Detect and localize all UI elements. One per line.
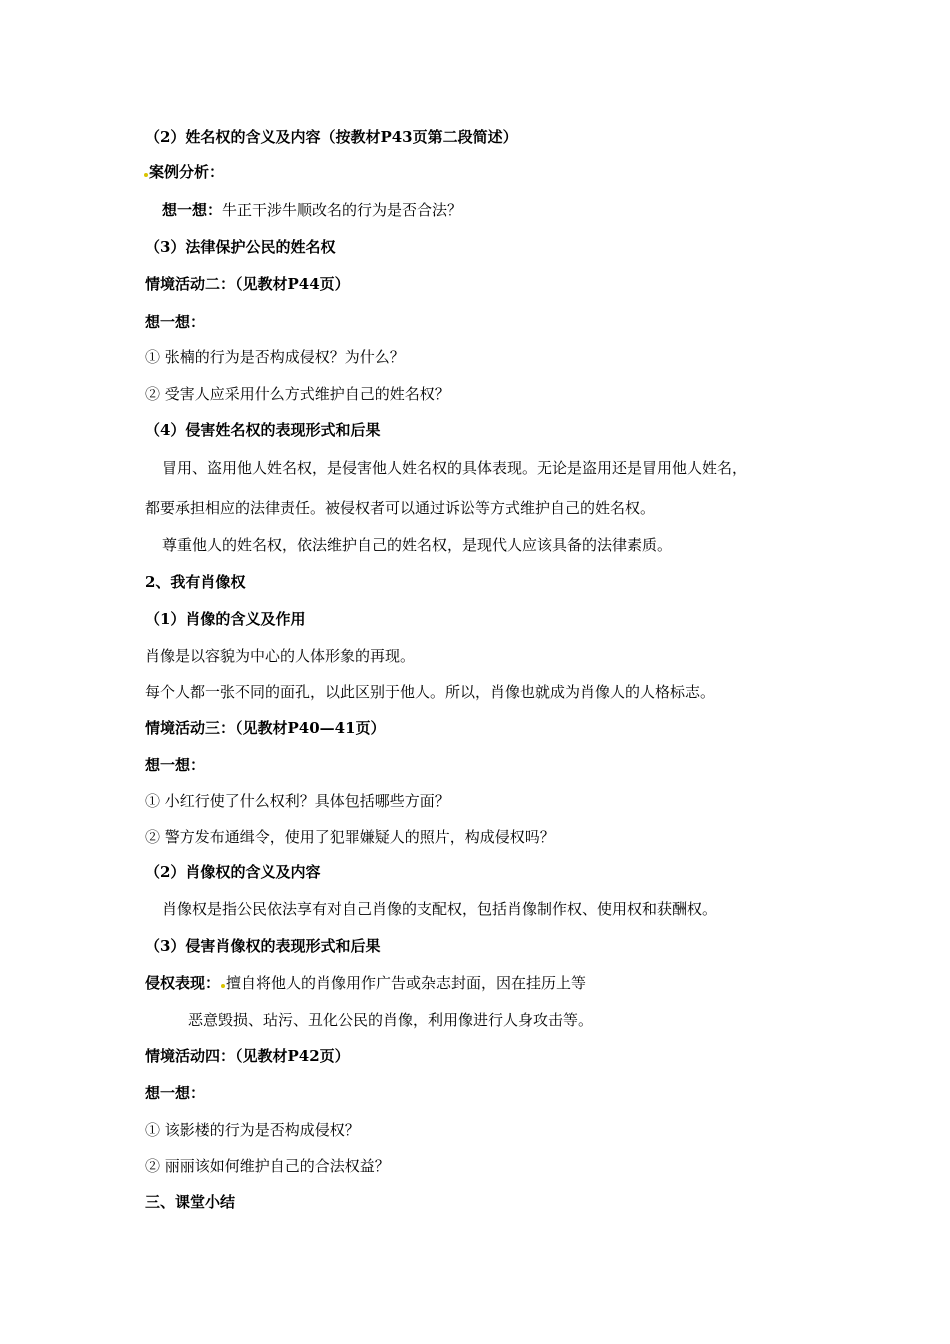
paragraph-respect-name: 尊重他人的姓名权，依法维护自己的姓名权，是现代人应该具备的法律素质。	[162, 536, 673, 554]
question-victim-method: ② 受害人应采用什么方式维护自己的姓名权？	[145, 385, 450, 403]
think-question-1: 想一想：牛正干涉牛顺改名的行为是否合法？	[162, 201, 463, 219]
question-lili-rights: ② 丽丽该如何维护自己的合法权益？	[145, 1157, 390, 1175]
heading-name-infringement: （4）侵害姓名权的表现形式和后果	[145, 421, 381, 439]
think-label-3: 想一想：	[145, 756, 206, 774]
question-zhang-nan: ① 张楠的行为是否构成侵权？为什么？	[145, 348, 405, 366]
heading-law-protects-name: （3）法律保护公民的姓名权	[145, 238, 336, 256]
heading-activity-two: 情境活动二：（见教材P44页）	[145, 275, 350, 293]
question-police-photo: ② 警方发布通缉令，使用了犯罪嫌疑人的照片，构成侵权吗？	[145, 828, 555, 846]
question-xiao-hong: ① 小红行使了什么权利？具体包括哪些方面？	[145, 792, 450, 810]
heading-name-right-meaning: （2）姓名权的含义及内容（按教材P43页第二段简述）	[145, 128, 518, 146]
question-photo-studio: ① 该影楼的行为是否构成侵权？	[145, 1121, 360, 1139]
paragraph-portrait-definition: 肖像是以容貌为中心的人体形象的再现。	[145, 647, 416, 665]
heading-activity-four: 情境活动四：（见教材P42页）	[145, 1047, 350, 1065]
paragraph-legal-responsibility: 都要承担相应的法律责任。被侵权者可以通过诉讼等方式维护自己的姓名权。	[145, 499, 656, 517]
heading-portrait-right: 2、我有肖像权	[145, 573, 246, 591]
heading-class-summary: 三、课堂小结	[145, 1193, 236, 1211]
think-label-2: 想一想：	[145, 313, 206, 331]
highlight-mark	[144, 173, 148, 177]
paragraph-portrait-right-definition: 肖像权是指公民依法享有对自己肖像的支配权，包括肖像制作权、使用权和获酬权。	[162, 900, 718, 918]
paragraph-infringement-acts: 侵权表现： 擅自将他人的肖像用作广告或杂志封面，因在挂历上等	[145, 974, 587, 992]
paragraph-infringement-forms: 冒用、盗用他人姓名权，是侵害他人姓名权的具体表现。无论是盗用还是冒用他人姓名，	[162, 459, 748, 477]
heading-activity-three: 情境活动三：（见教材P40—41页）	[145, 719, 386, 737]
heading-portrait-meaning: （1）肖像的含义及作用	[145, 610, 306, 628]
heading-portrait-right-meaning: （2）肖像权的含义及内容	[145, 863, 321, 881]
paragraph-portrait-identity: 每个人都一张不同的面孔，以此区别于他人。所以，肖像也就成为肖像人的人格标志。	[145, 683, 716, 701]
heading-case-analysis: 案例分析：	[143, 162, 224, 182]
heading-portrait-infringement: （3）侵害肖像权的表现形式和后果	[145, 937, 381, 955]
paragraph-malicious-damage: 恶意毁损、玷污、丑化公民的肖像，利用像进行人身攻击等。	[188, 1011, 594, 1029]
highlight-mark	[221, 984, 225, 988]
think-label-4: 想一想：	[145, 1084, 206, 1102]
